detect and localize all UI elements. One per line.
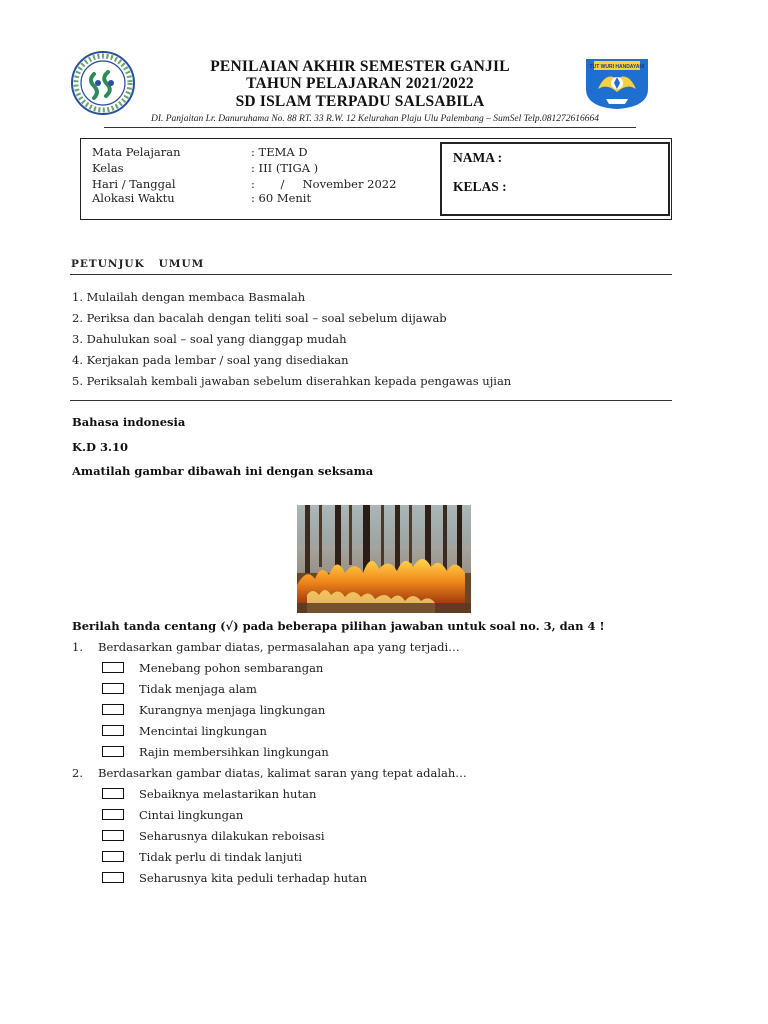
academic-year: TAHUN PELAJARAN 2021/2022 — [246, 75, 474, 92]
checkbox[interactable] — [102, 704, 124, 715]
instruction-item: 4. Kerjakan pada lembar / soal yang disediakan — [72, 353, 349, 367]
checkbox[interactable] — [102, 683, 124, 694]
instruction-item: 2. Periksa dan bacalah dengan teliti soal – soal sebelum dijawab — [72, 311, 447, 325]
exam-title: PENILAIAN AKHIR SEMESTER GANJIL — [210, 58, 510, 75]
general-instructions-title: PETUNJUK UMUM — [71, 258, 205, 270]
school-address: DI. Panjaitan Lr. Danuruhama No. 88 RT. 33 R.W. 12 Kelurahan Plaju Ulu Palembang – SumSel Telp.081272616664 — [150, 114, 599, 124]
checkbox[interactable] — [102, 746, 124, 757]
info-value-class: : III (TIGA ) — [251, 161, 319, 175]
question-1 — [72, 640, 460, 654]
option-label: Kurangnya menjaga lingkungan — [139, 703, 326, 717]
option-label: Rajin membersihkan lingkungan — [139, 745, 329, 759]
school-emblem-icon — [70, 50, 136, 116]
instructions-bottom-rule — [70, 400, 672, 401]
info-label-duration: Alokasi Waktu — [92, 191, 175, 205]
question-text: Berdasarkan gambar diatas, kalimat saran yang tepat adalah… — [98, 766, 467, 780]
info-label-class: Kelas — [92, 161, 124, 175]
option-label: Cintai lingkungan — [139, 808, 244, 822]
checkbox[interactable] — [102, 872, 124, 883]
checkbox[interactable] — [102, 725, 124, 736]
checkbox[interactable] — [102, 830, 124, 841]
option-label: Menebang pohon sembarangan — [139, 661, 324, 675]
question-text: Berdasarkan gambar diatas, permasalahan apa yang terjadi… — [98, 640, 460, 654]
kd-heading: K.D 3.10 — [72, 440, 128, 454]
checkbox[interactable] — [102, 662, 124, 673]
instruction-item: 1. Mulailah dengan membaca Basmalah — [72, 290, 306, 304]
option-label: Sebaiknya melastarikan hutan — [139, 787, 317, 801]
question-number: 1. — [72, 640, 83, 654]
subject-heading: Bahasa indonesia — [72, 415, 186, 429]
info-value-date: : / November 2022 — [251, 177, 397, 191]
info-label-subject: Mata Pelajaran — [92, 145, 181, 159]
checkbox[interactable] — [102, 809, 124, 820]
name-label: NAMA : — [453, 150, 503, 165]
option-label: Tidak perlu di tindak lanjuti — [139, 850, 303, 864]
tut-wuri-handayani-icon — [582, 55, 652, 111]
class-label: KELAS : — [453, 179, 507, 194]
option-label: Tidak menjaga alam — [139, 682, 257, 696]
checkmark-instruction: Berilah tanda centang (√) pada beberapa pilihan jawaban untuk soal no. 3, dan 4 ! — [72, 619, 605, 633]
checkbox[interactable] — [102, 788, 124, 799]
question-number: 2. — [72, 766, 83, 780]
option-label: Seharusnya kita peduli terhadap hutan — [139, 871, 368, 885]
instruction-item: 3. Dahulukan soal – soal yang dianggap mudah — [72, 332, 347, 346]
question-2 — [72, 766, 467, 780]
header-divider — [104, 127, 636, 128]
observe-instruction: Amatilah gambar dibawah ini dengan seksama — [72, 464, 374, 478]
option-label: Mencintai lingkungan — [139, 724, 267, 738]
instructions-top-rule — [70, 274, 672, 275]
school-name: SD ISLAM TERPADU SALSABILA — [235, 93, 485, 110]
instruction-item: 5. Periksalah kembali jawaban sebelum diserahkan kepada pengawas ujian — [72, 374, 512, 388]
student-name-box[interactable] — [440, 142, 670, 216]
info-label-date: Hari / Tanggal — [92, 177, 176, 191]
info-value-duration: : 60 Menit — [251, 191, 312, 205]
option-label: Seharusnya dilakukan reboisasi — [139, 829, 325, 843]
forest-fire-photo — [297, 505, 471, 613]
info-value-subject: : TEMA D — [251, 145, 308, 159]
tut-wuri-logo-text: TUT WURI HANDAYANI — [589, 64, 645, 70]
checkbox[interactable] — [102, 851, 124, 862]
